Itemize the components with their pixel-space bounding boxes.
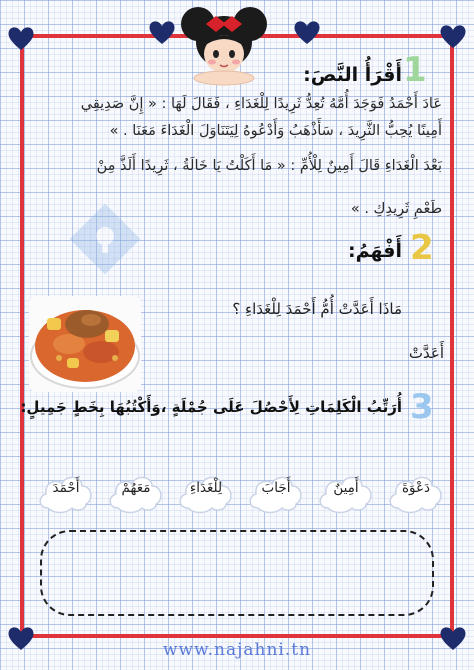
passage-line-1: عَادَ أَحْمَدُ فَوَجَدَ أُمَّهُ تُعِدُّ ثَرِيدًا لِلْغَدَاءِ ، فَقَالَ لَهَا : « إِنَّ صَدِيقِي <box>80 96 442 112</box>
heart-icon <box>438 22 468 50</box>
section-number-3: 3 <box>410 387 434 427</box>
girl-illustration <box>178 2 270 86</box>
section-title-understand: أَفْهَمُ: <box>348 240 402 262</box>
passage-line-4: طَعْمِ ثَرِيدِكِ . » <box>350 201 442 217</box>
comprehension-question: مَاذَا أَعَدَّتْ أُمُّ أَحْمَدَ لِلْغَدَاءِ ؟ <box>232 300 402 318</box>
word-cloud-label: أَحْمَدَ <box>52 480 80 496</box>
frame-left-border <box>20 34 24 638</box>
frame-bottom-border <box>22 634 452 638</box>
word-cloud <box>36 468 96 516</box>
word-cloud-label: مَعَهُمْ <box>121 480 151 496</box>
section-number-2: 2 <box>410 228 434 268</box>
word-cloud-label: أَجَابَ <box>261 480 291 496</box>
passage-line-2: أَمِينًا يُحِبُّ الثَّرِيدَ ، سَأَذْهَبُ وَأَدْعُوهُ لِيَتَنَاوَلَ الْغَدَاءَ مَعَنَا . » <box>109 123 442 139</box>
word-cloud-label: دَعْوَةَ <box>401 480 431 496</box>
word-cloud <box>316 468 376 516</box>
answer-writing-box[interactable] <box>40 530 434 616</box>
tharid-dish-image <box>29 296 141 392</box>
logo-watermark <box>62 196 148 282</box>
answer-prompt: أَعَدَّتْ <box>408 344 444 362</box>
word-cloud <box>106 468 166 516</box>
word-cloud-label: لِلْغَدَاءِ <box>189 480 223 496</box>
heart-icon <box>6 24 36 52</box>
passage-line-3: بَعْدَ الْغَدَاءِ قَالَ أَمِينٌ لِلْأُمِّ : « مَا أَكَلْتُ يَا خَالَةُ ، ثَرِيدًا أَلَذَّ مِنْ <box>96 158 442 174</box>
heart-icon <box>292 18 322 46</box>
word-cloud <box>246 468 306 516</box>
arrange-words-instruction: أُرَتِّبُ الْكَلِمَاتِ لِأَحْصُلَ عَلَى جُمْلَةٍ ،وَأَكْتُبُهَا بِخَطٍ جَمِيلٍ: <box>20 398 402 416</box>
footer-website: www.najahni.tn <box>162 640 312 660</box>
section-number-1: 1 <box>403 50 427 90</box>
section-title-read: أَقْرَأُ النَّصَ: <box>303 64 402 86</box>
heart-icon <box>147 18 177 46</box>
word-cloud <box>176 468 236 516</box>
frame-right-border <box>450 34 454 638</box>
word-cloud <box>386 468 446 516</box>
word-cloud-label: أَمِينٌ <box>333 480 359 496</box>
